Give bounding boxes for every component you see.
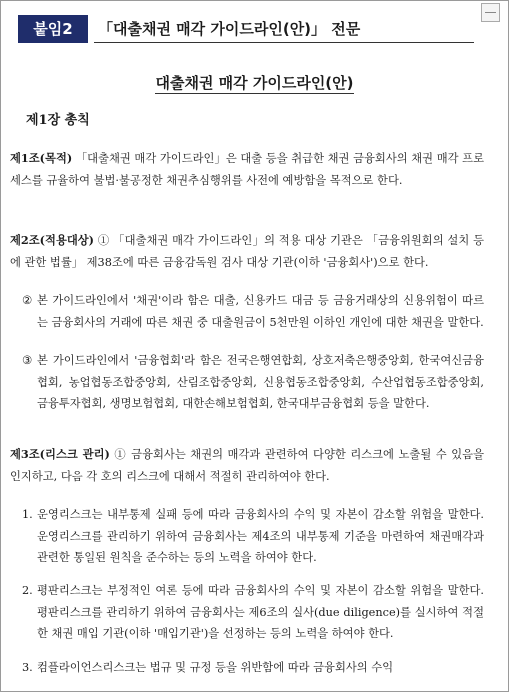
article-3-label: 제3조(리스크 관리) — [10, 447, 110, 461]
article-2-label: 제2조(적용대상) — [10, 233, 95, 247]
article-3-intro-text: ① 금융회사는 채권의 매각과 관련하여 다양한 리스크에 노출될 수 있음을 인지하고, 다음 각 호의 리스크에 대해서 적절히 관리하여야 한다. — [10, 448, 484, 483]
chapter-heading: 제1장 총칙 — [26, 113, 90, 128]
article-3-item-number: 1. — [22, 508, 33, 521]
article-3-item-number: 2. — [22, 584, 33, 597]
article-2-p2-number: ② — [22, 294, 33, 307]
header-title: 「대출채권 매각 가이드라인(안)」 전문 — [98, 20, 361, 38]
article-2-p3-number: ③ — [22, 354, 33, 367]
article-3-item: 운영리스크는 내부통제 실패 등에 따라 금융회사의 수익 및 자본이 감소할 위험을 말한다. 운영리스크를 관리하기 위하여 금융회사는 제4조의 내부통제 기준을 마련하여 채권매각과 관련한 통일된 원칙을 준수하는 등의 노력을 하여야 한다. — [37, 508, 484, 564]
article-3-item: 컴플라이언스리스크는 법규 및 규정 등을 위반함에 따라 금융회사의 수익 — [37, 661, 394, 674]
minimize-icon[interactable] — [481, 3, 500, 22]
document-title — [0, 72, 509, 93]
document-title-text: 대출채권 매각 가이드라인(안) — [155, 74, 354, 92]
article-2-paragraph-3: 본 가이드라인에서 '금융협회'라 함은 전국은행연합회, 상호저축은행중앙회, 한국여신금융협회, 농업협동조합중앙회, 산림조합중앙회, 신용협동조합중앙회, 수산업협동조합중앙회, 금융투자협회, 생명보험협회, 대한손해보험협회, 한국대부금융협회 등을 말한다. — [37, 354, 484, 410]
article-2-paragraph-2: 본 가이드라인에서 '채권'이라 함은 대출, 신용카드 대금 등 금융거래상의 신용위험이 따르는 금융회사의 거래에 따른 채권 중 대출원금이 5천만원 이하인 개인에 대한 채권을 말한다. — [37, 294, 484, 329]
article-1 — [10, 148, 484, 191]
article-3-item-number: 3. — [22, 661, 33, 674]
article-2-p1-text: ① 「대출채권 매각 가이드라인」의 적용 대상 기관은 「금융위원회의 설치 등에 관한 법률」 제38조에 따른 금융감독원 검사 대상 기관(이하 '금융회사')으로 한다. — [10, 234, 484, 269]
article-1-text: 「대출채권 매각 가이드라인」은 대출 등을 취급한 채권 금융회사의 채권 매각 프로세스를 규율하여 불법·불공정한 채권추심행위를 사전에 예방함을 목적으로 한다. — [10, 152, 484, 187]
article-3-intro — [10, 444, 484, 487]
annex-badge: 붙임2 — [18, 15, 88, 43]
header-divider — [94, 42, 474, 43]
article-1-label: 제1조(목적) — [10, 151, 73, 165]
article-2-paragraph-1 — [10, 230, 484, 273]
article-3-item: 평판리스크는 부정적인 여론 등에 따라 금융회사의 수익 및 자본이 감소할 위험을 말한다. 평판리스크를 관리하기 위하여 금융회사는 제6조의 실사(due diligence)를 실시하여 적절한 채권 매입 기관(이하 '매입기관')을 선정하는 등의 노력을 하여야 한다. — [37, 584, 484, 640]
